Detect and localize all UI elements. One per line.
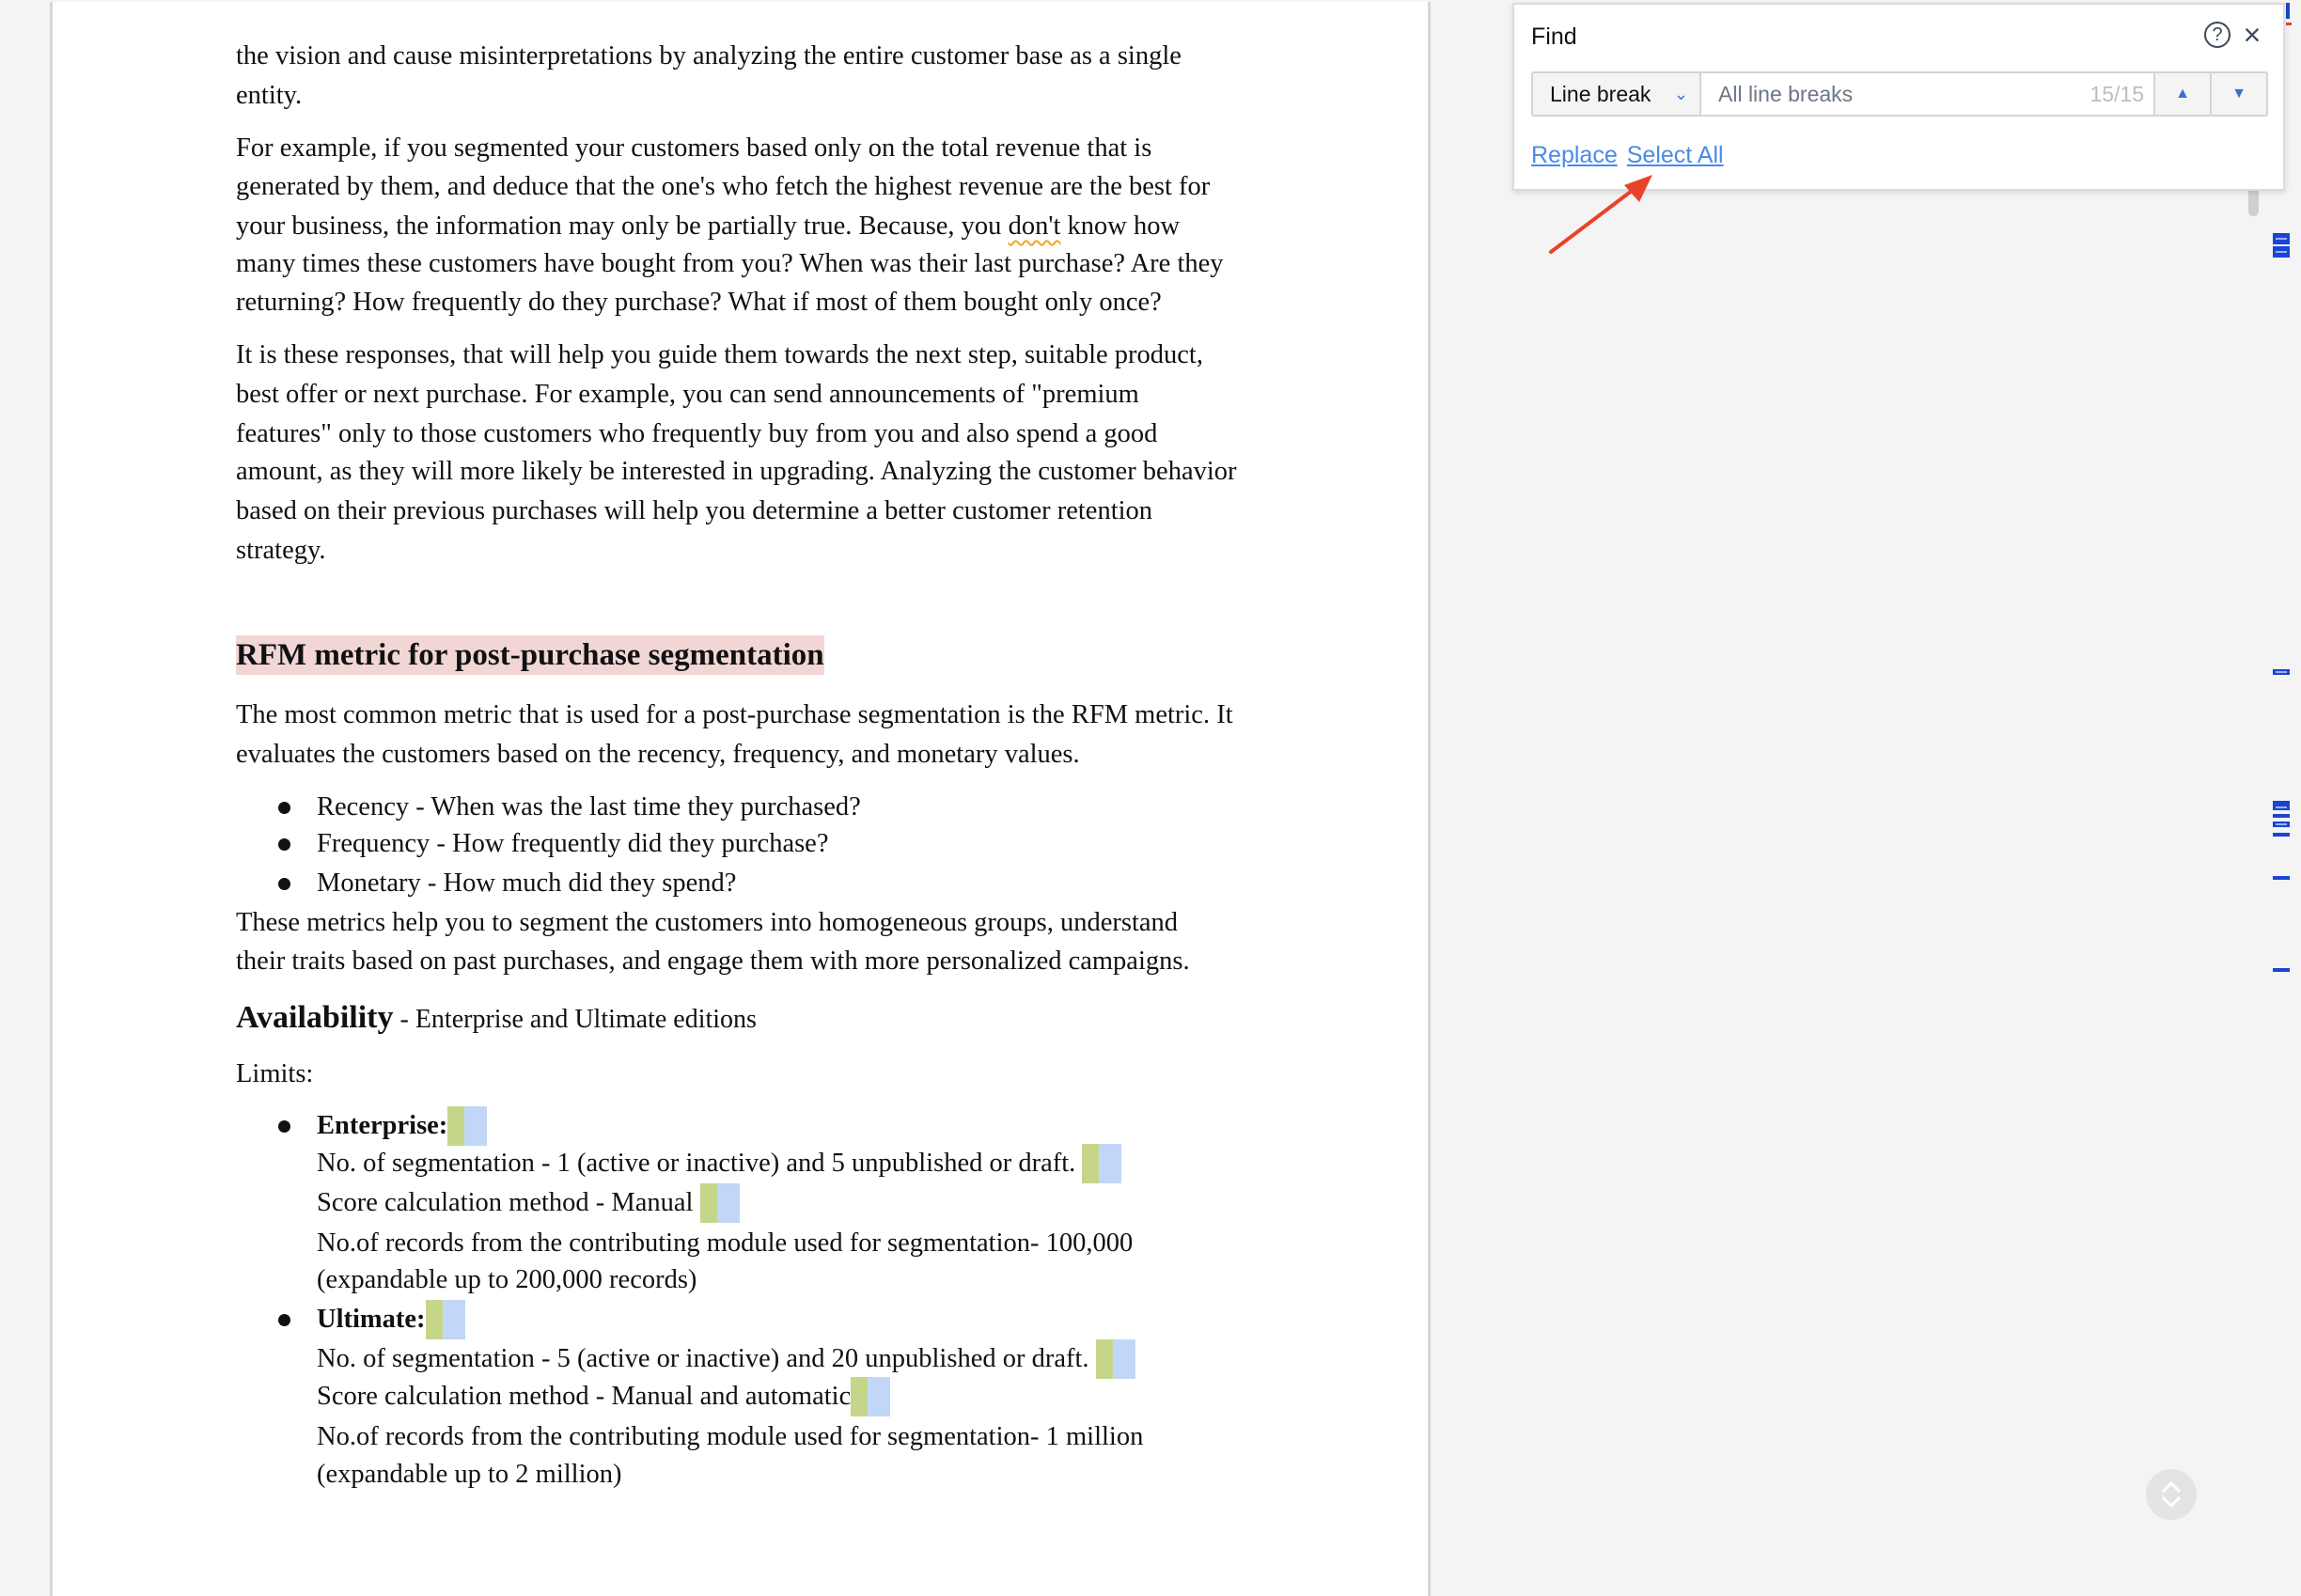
line-break-marker[interactable] [1096,1339,1135,1379]
next-match-button[interactable] [2210,73,2266,115]
find-mode-dropdown[interactable] [1533,73,1701,115]
select-all-link[interactable]: Select All [1626,142,1724,168]
text-run: know how [1060,211,1181,241]
edition-name-text: Enterprise: [317,1111,448,1140]
paragraph-line: features" only to those customers who frequently buy from you and also spend a good [236,419,1158,448]
line-break-marker[interactable] [851,1377,890,1416]
edition-name [317,1300,465,1339]
scroll-match-marker[interactable] [2286,3,2290,19]
find-search-row [1531,71,2268,117]
scroll-match-marker[interactable] [2273,233,2290,244]
scroll-match-marker[interactable] [2273,246,2290,258]
line-break-marker[interactable] [447,1106,487,1146]
scroll-position-indicator [2286,23,2292,25]
edition-limit-line [317,1339,1135,1379]
paragraph-line: It is these responses, that will help you guide them towards the next step, suitable product, [236,340,1203,369]
chevron-down-icon: ⌄ [1673,85,1688,103]
list-item: Monetary - How much did they spend? [317,868,737,898]
bullet-icon [278,1120,290,1133]
edition-limit-line: No.of records from the contributing module used for segmentation- 100,000 [317,1228,1134,1258]
paragraph-line: For example, if you segmented your customers based only on the total revenue that is [236,133,1152,163]
document-page[interactable] [50,2,1431,1596]
paragraph-line: These metrics help you to segment the customers into homogeneous groups, understand [236,908,1179,937]
paragraph-line: entity. [236,81,303,110]
close-icon[interactable]: × [2243,18,2262,52]
chevron-up-down-icon [2146,1469,2197,1520]
scroll-match-marker[interactable] [2273,801,2290,810]
scroll-match-marker[interactable] [2273,968,2290,972]
edition-limit-line [317,1377,890,1416]
edition-limit-line [317,1144,1121,1183]
paragraph-line: amount, as they will more likely be interested in upgrading. Analyzing the customer behavior [236,457,1237,486]
replace-link[interactable]: Replace [1531,142,1618,168]
annotation-arrow-icon [1542,164,1664,258]
scroll-match-marker[interactable] [2273,833,2290,837]
paragraph-line: many times these customers have bought from you? When was their last purchase? Are they [236,249,1224,278]
find-mode-value: Line break [1550,82,1651,106]
find-panel [1512,3,2285,191]
bullet-icon [278,802,290,814]
line-break-marker[interactable] [1082,1144,1121,1183]
paragraph-line: strategy. [236,536,326,565]
paragraph-line: best offer or next purchase. For example, you can send announcements of "premium [236,380,1139,409]
bullet-icon [278,1314,290,1326]
paragraph-line: The most common metric that is used for a post-purchase segmentation is the RFM metric. It [236,700,1233,729]
line-break-marker[interactable] [700,1183,740,1223]
list-item: Frequency - How frequently did they purchase? [317,829,829,858]
paragraph-line [236,207,1180,246]
chevron-up-icon: ▲ [2175,86,2190,102]
edition-name [317,1106,487,1146]
text-run: your business, the information may only be partially true. Because, you [236,211,1009,241]
chevron-down-icon: ▼ [2231,86,2246,102]
edition-limit-line [317,1183,740,1223]
scroll-match-marker[interactable] [2273,821,2290,827]
match-count: 15/15 [2090,82,2144,106]
paragraph-line: generated by them, and deduce that the one's who fetch the highest revenue are the best for [236,172,1211,201]
scroll-toggle-button[interactable] [2146,1469,2197,1520]
edition-limit-line: (expandable up to 2 million) [317,1460,622,1489]
text-run: No. of segmentation - 5 (active or inactive) and 20 unpublished or draft. [317,1344,1096,1373]
availability-editions: - Enterprise and Ultimate editions [393,1005,757,1034]
edition-limit-line: No.of records from the contributing module used for segmentation- 1 million [317,1422,1144,1451]
availability-line [236,996,757,1040]
text-run: No. of segmentation - 1 (active or inactive) and 5 unpublished or draft. [317,1149,1083,1178]
paragraph-line: based on their previous purchases will help you determine a better customer retention [236,496,1153,525]
text-run: Score calculation method - Manual [317,1188,700,1217]
scroll-match-marker[interactable] [2273,876,2290,880]
scroll-match-marker[interactable] [2273,814,2290,818]
paragraph-line: their traits based on past purchases, and engage them with more personalized campaigns. [236,947,1190,976]
previous-match-button[interactable] [2153,73,2210,115]
find-search-input[interactable] [1701,73,2153,115]
bullet-icon [278,878,290,890]
paragraph-line: evaluates the customers based on the recency, frequency, and monetary values. [236,740,1080,769]
edition-name-text: Ultimate: [317,1305,426,1334]
availability-title: Availability [236,1000,394,1035]
edition-limit-line: (expandable up to 200,000 records) [317,1265,697,1294]
find-panel-title: Find [1531,23,1577,50]
bullet-icon [278,838,290,851]
limits-label: Limits: [236,1059,314,1088]
text-run: Score calculation method - Manual and automatic [317,1382,852,1411]
list-item: Recency - When was the last time they purchased? [317,792,861,821]
paragraph-line: the vision and cause misinterpretations by analyzing the entire customer base as a single [236,41,1182,70]
find-search-value: All line breaks [1718,82,1854,106]
paragraph-line: returning? How frequently do they purchase? What if most of them bought only once? [236,288,1162,317]
spellcheck-flagged-word[interactable]: don't [1008,211,1061,241]
scroll-match-marker[interactable] [2273,669,2290,675]
section-heading: RFM metric for post-purchase segmentation [236,635,824,675]
scrollbar-thumb[interactable] [2248,191,2259,216]
help-circle-icon[interactable]: ? [2204,22,2231,48]
line-break-marker[interactable] [426,1300,465,1339]
